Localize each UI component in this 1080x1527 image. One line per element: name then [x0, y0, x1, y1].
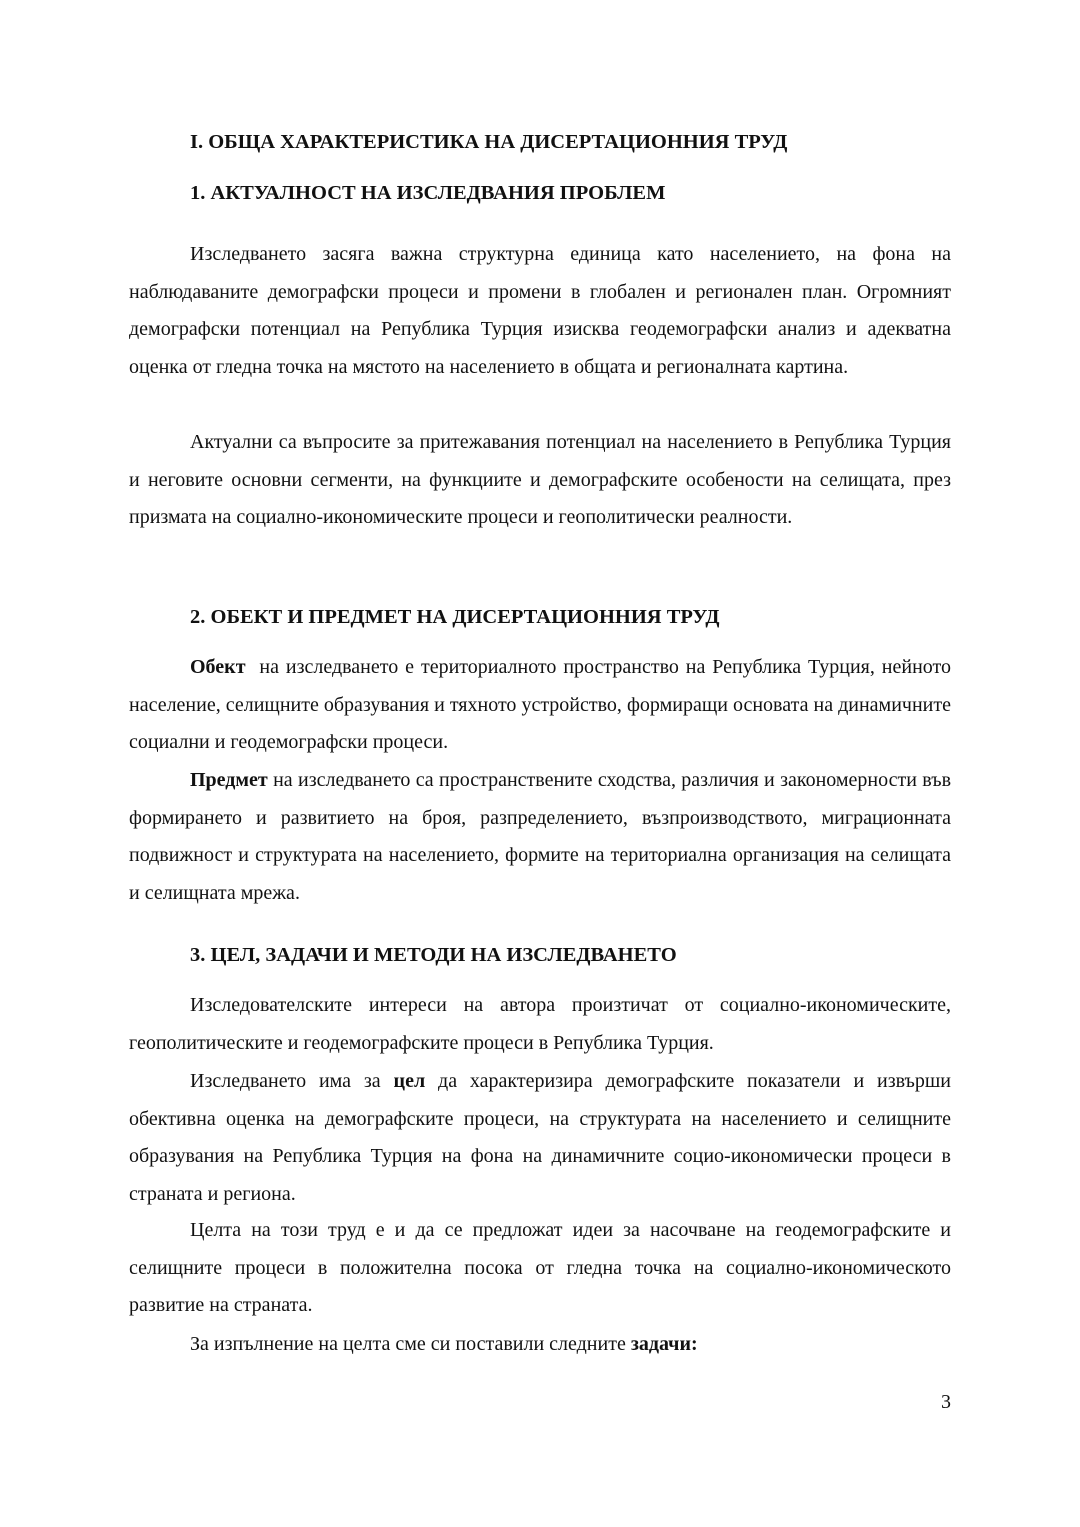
section-1-heading: 1. АКТУАЛНОСТ НА ИЗСЛЕДВАНИЯ ПРОБЛЕМ [190, 182, 666, 204]
section-3-tasks-paragraph [129, 1326, 951, 1364]
section-3-goal-paragraph [129, 1063, 951, 1213]
goal-term: цел [393, 1070, 426, 1092]
section-1-paragraph-1: Изследването засяга важна структурна единица като населението, на фона на наблюдаваните демографски процеси и промени в глобален и регионален план. Огромният демографски потенциал на Република Турция изисква геодемографски анализ и адекватна оценка от гледна точка на мястото на населението в общата и регионалната картина. [129, 243, 951, 378]
section-2-object-paragraph [129, 649, 951, 762]
subject-term: Предмет [190, 769, 268, 791]
subject-text: на изследването са пространствените сходства, различия и закономерности във формирането и развитието на броя, разпределението, възпроизводството, миграционната подвижност и структурата на населението, формите на териториална организация на селищата и селищната мрежа. [129, 769, 952, 904]
page-number: 3 [941, 1391, 951, 1413]
section-3-heading: 3. ЦЕЛ, ЗАДАЧИ И МЕТОДИ НА ИЗСЛЕДВАНЕТО [190, 944, 677, 966]
section-3-paragraph-3: Целта на този труд е и да се предложат идеи за насочване на геодемографските и селищните процеси в положителна посока от гледна точка на социално-икономическото развитие на страната. [129, 1219, 951, 1317]
chapter-heading: I. ОБЩА ХАРАКТЕРИСТИКА НА ДИСЕРТАЦИОННИЯ ТРУД [190, 131, 788, 153]
section-1-paragraph-2: Актуални са въпросите за притежавания потенциал на населението в Република Турция и неговите основни сегменти, на функциите и демографските особености на селищата, през призмата на социално-икономическите процеси и геополитически реалности. [129, 431, 951, 529]
object-term: Обект [190, 656, 246, 678]
section-3-paragraph-1: Изследователските интереси на автора произтичат от социално-икономическите, геополитическите и геодемографските процеси в Република Турция. [129, 994, 951, 1054]
goal-text-after: да характеризира демографските показатели и извърши обективна оценка на демографските процеси, на структурата на населението и селищните образувания на Република Турция на фона на динамичните социо-икономически процеси в страната и региона. [129, 1070, 952, 1205]
tasks-text-before: За изпълнение на целта сме си поставили следните [190, 1333, 626, 1355]
tasks-term: задачи: [630, 1333, 698, 1355]
section-2-heading: 2. ОБЕКТ И ПРЕДМЕТ НА ДИСЕРТАЦИОННИЯ ТРУД [190, 606, 720, 628]
object-text: на изследването е териториалното пространство на Република Турция, нейното население, селищните образувания и тяхното устройство, формиращи основата на динамичните социални и геодемографски процеси. [129, 656, 951, 754]
goal-text-before: Изследването има за [190, 1070, 381, 1092]
section-2-subject-paragraph [129, 762, 951, 912]
